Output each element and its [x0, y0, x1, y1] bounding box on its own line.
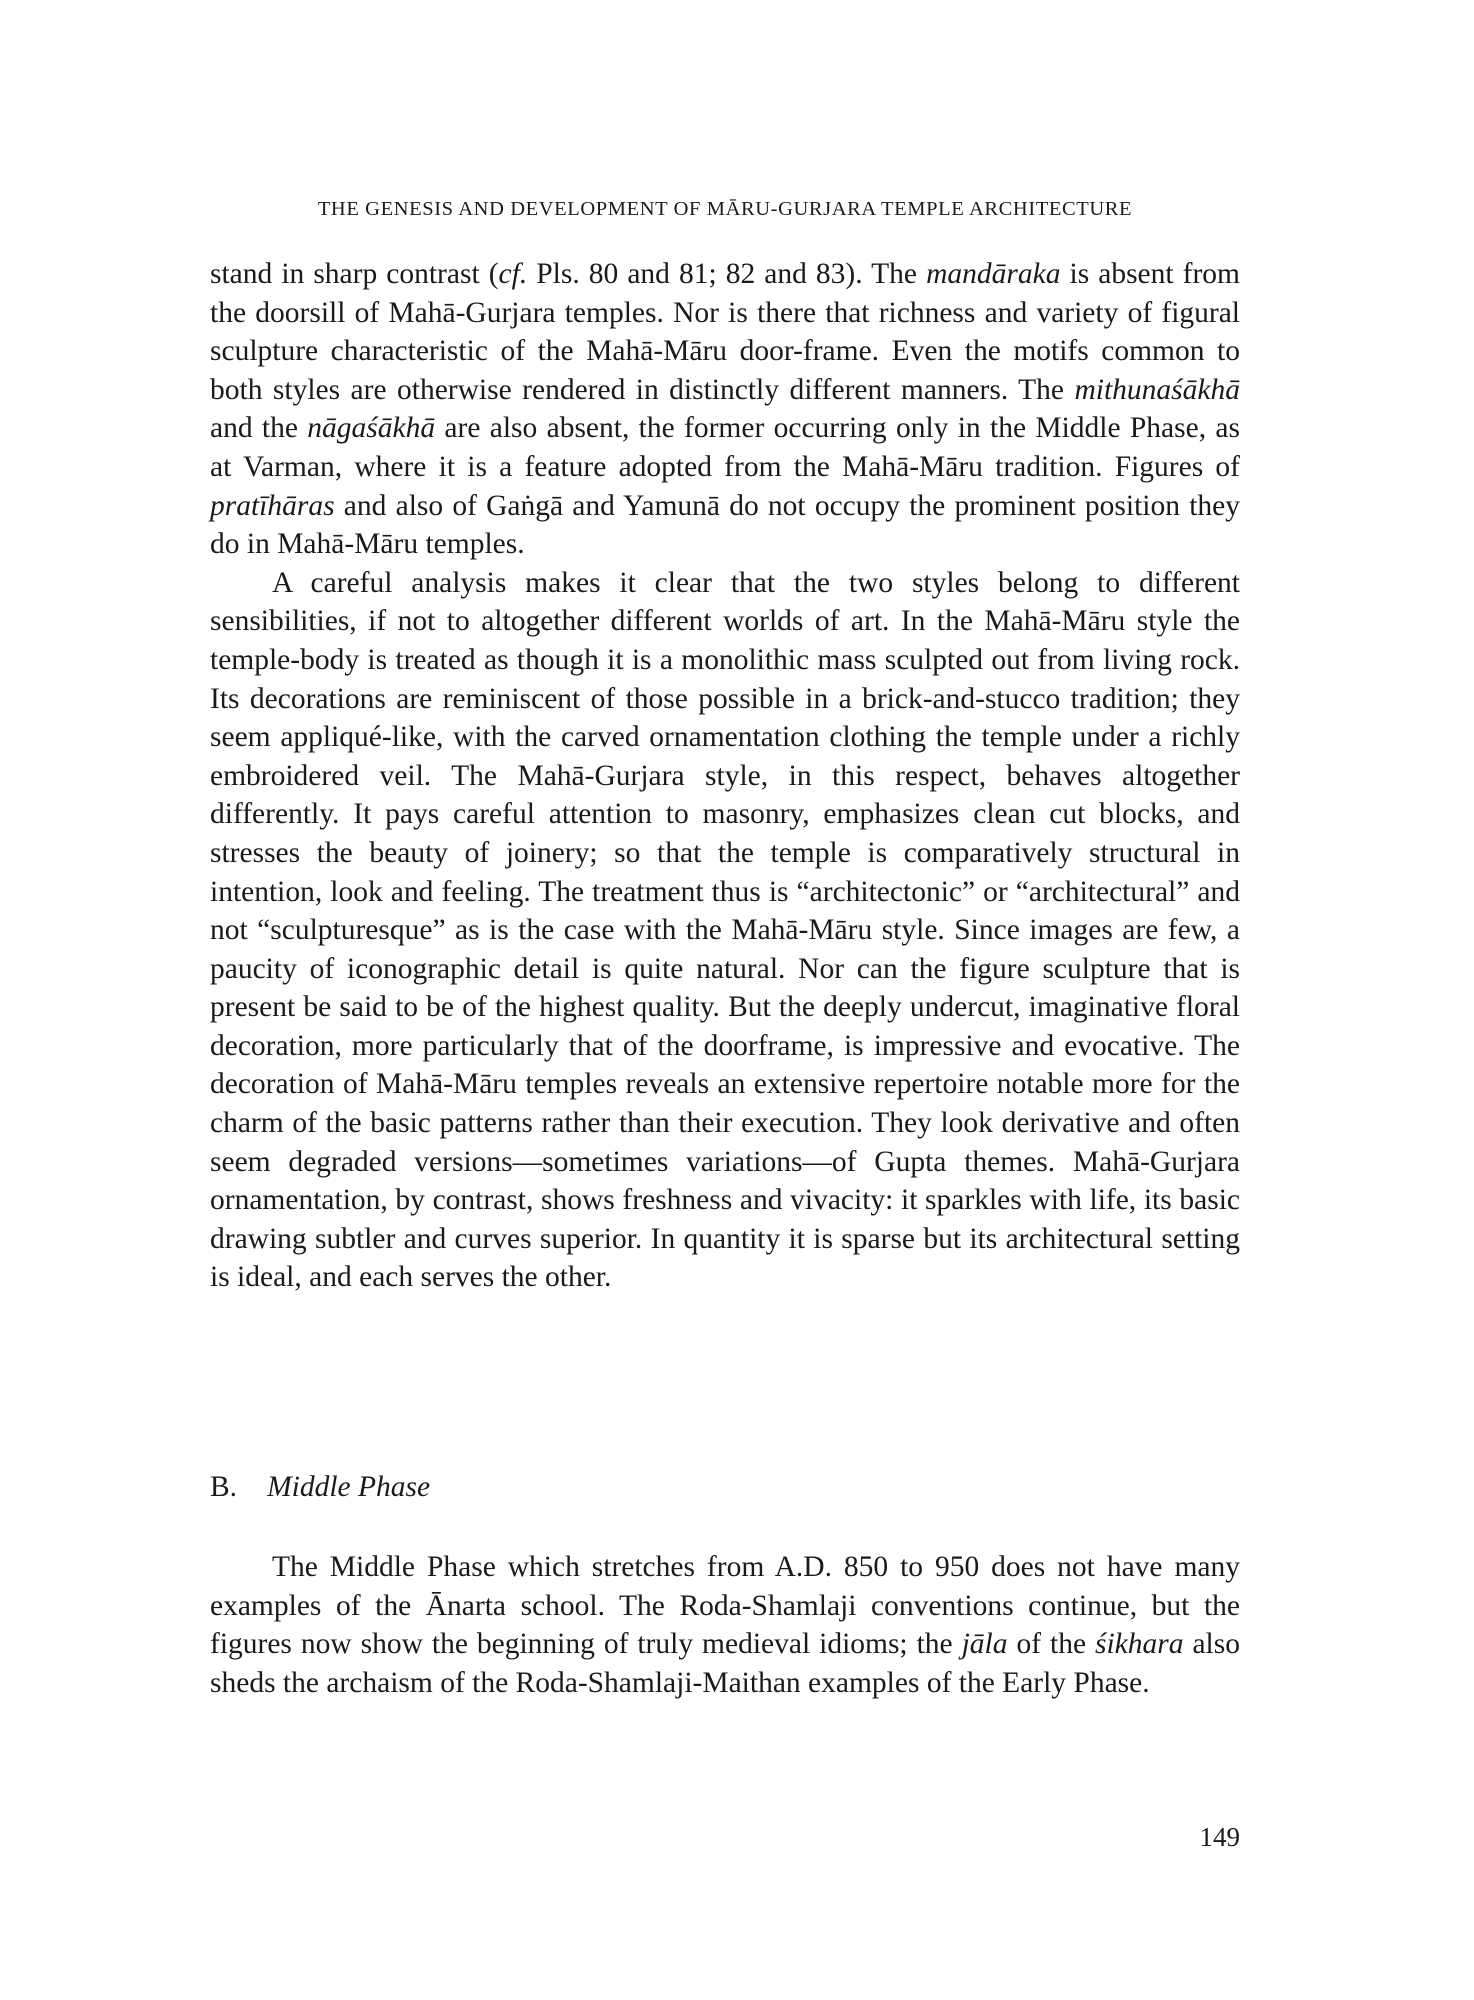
section-title: Middle Phase — [267, 1471, 431, 1503]
text-run: are also absent, the former occurring only in the Middle Phase, as at Varman, where it is a feature adopted from the Mahā-Māru tradition. Figures of — [210, 412, 1240, 483]
italic-term: pratīhāras — [210, 489, 335, 522]
italic-term: jāla — [961, 1628, 1008, 1661]
section-text — [210, 1548, 1240, 1702]
paragraph-analysis: A careful analysis makes it clear that the two styles belong to different sensibilities, if not to altogether different worlds of art. In the Mahā-Māru style the temple-body is treated as though it is a monolithic mass sculpted out from living rock. Its decorations are reminiscent of those possible in a brick-and-stucco tradition; they seem appliqué-like, with the carved ornamentation clothing the temple under a richly embroidered veil. The Mahā-Gurjara style, in this respect, behaves altogether differently. It pays careful attention to masonry, emphasizes clean cut blocks, and stresses the beauty of joinery; so that the temple is comparatively structural in intention, look and feeling. The treatment thus is “architectonic” or “architectural” and not “sculpturesque” as is the case with the Mahā-Māru style. Since images are few, a paucity of iconographic detail is quite natural. Nor can the figure sculpture that is present be said to be of the highest quality. But the deeply undercut, imaginative floral decoration, more particularly that of the doorframe, is impressive and evocative. The decoration of Mahā-Māru temples reveals an extensive repertoire notable more for the charm of the basic patterns rather than their execution. They look derivative and often seem degraded versions—sometimes variations—of Gupta themes. Mahā-Gurjara ornamentation, by contrast, shows freshness and vivacity: it sparkles with life, its basic drawing subtler and curves superior. In quantity it is sparse but its architectural setting is ideal, and each serves the other. — [210, 566, 1240, 1294]
book-page — [210, 0, 1240, 2000]
paragraph-middle-phase — [210, 1548, 1240, 1702]
section-label: B. — [210, 1471, 238, 1503]
italic-term: śikhara — [1095, 1628, 1184, 1661]
text-run: of the — [1007, 1628, 1095, 1661]
text-run: is absent from the doorsill of Mahā-Gurjara temples. Nor is there that richness and variety of figural sculpture characteristic of the Mahā-Māru door-frame. Even the motifs common to both styles are otherwise rendered in distinctly different manners. The — [210, 258, 1240, 406]
section-heading — [210, 1468, 430, 1506]
text-run: Pls. 80 and 81; 82 and 83). The — [527, 258, 927, 290]
body-text — [210, 255, 1240, 1297]
paragraph-continuation — [210, 255, 1240, 564]
italic-term: mandāraka — [926, 258, 1061, 290]
italic-term: cf. — [498, 258, 528, 290]
text-run: and the — [210, 412, 308, 445]
text-run: The Middle Phase which stretches from A.D. 850 to 950 does not have many examples of the Ānarta school. The Roda-Shamlaji conventions continue, but the figures now show the beginning of truly medieval idioms; the — [210, 1551, 1240, 1661]
text-run: stand in sharp contrast ( — [210, 258, 499, 290]
text-run: also sheds the archaism of the Roda-Shamlaji-Maithan examples of the Early Phase. — [210, 1628, 1240, 1699]
text-run: and also of Gaṅgā and Yamunā do not occupy the prominent position they do in Mahā-Māru temples. — [210, 489, 1240, 561]
running-head: THE GENESIS AND DEVELOPMENT OF MĀRU-GURJARA TEMPLE ARCHITECTURE — [317, 198, 1133, 220]
page-number: 149 — [1199, 1822, 1240, 1852]
italic-term: mithunaśākhā — [1074, 373, 1240, 406]
italic-term: nāgaśākhā — [307, 412, 436, 445]
